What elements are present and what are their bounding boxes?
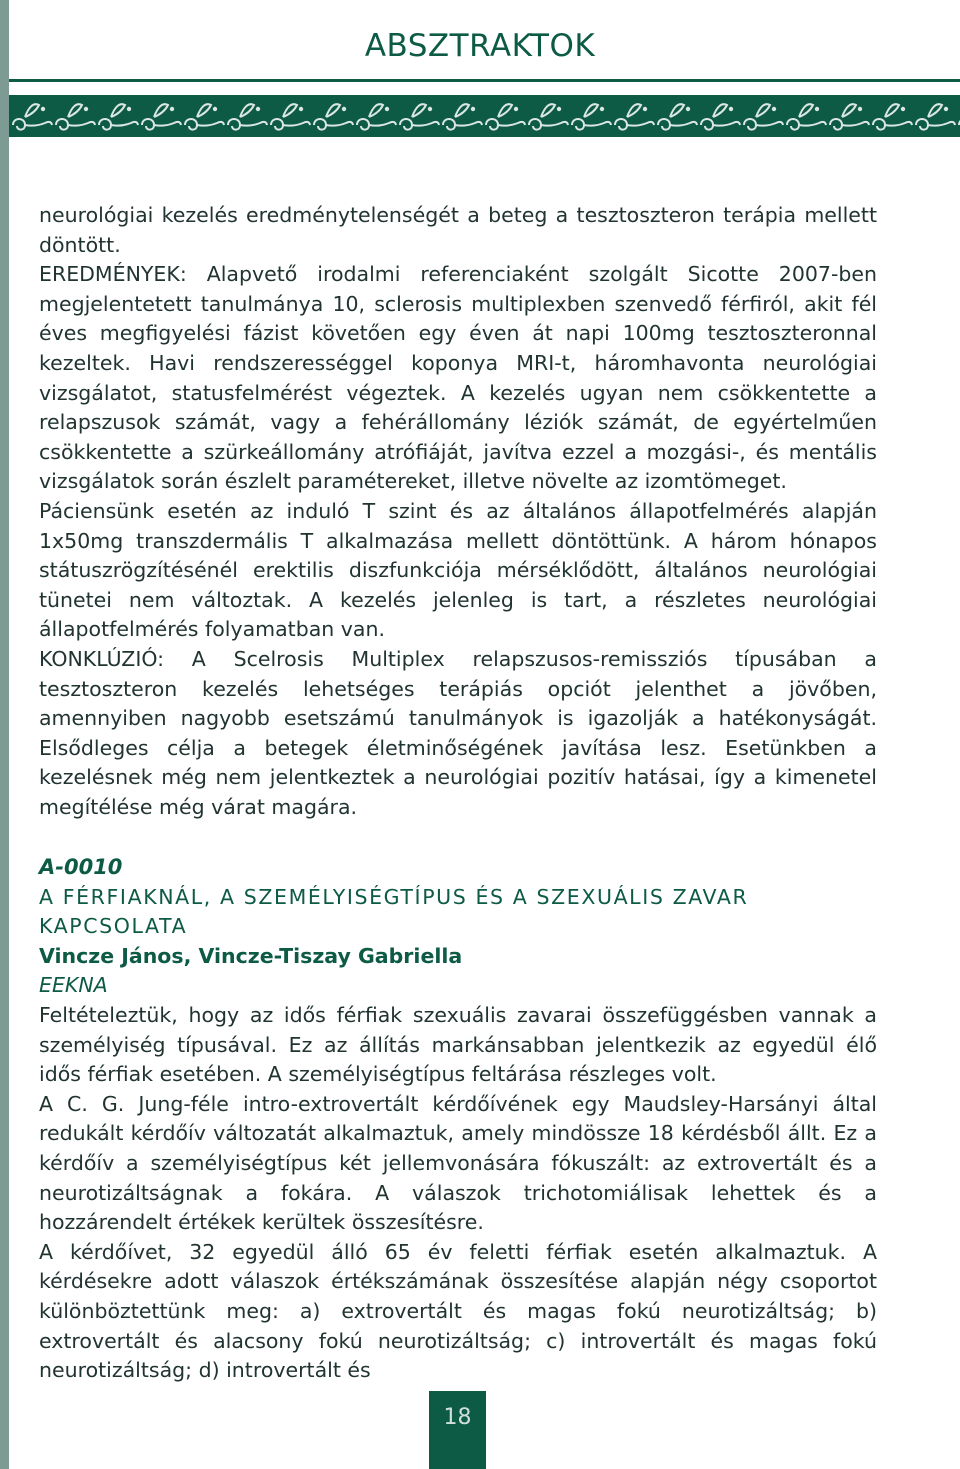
ornament-motif: [658, 104, 697, 129]
paragraph-results: EREDMÉNYEK: Alapvető irodalmi referenciaként szolgált Sicotte 2007-ben megjelentetett tanulmánya 10, sclerosis multiplexben szenvedő férfiról, akit fél éves megfigyelési fázist követően egy éven át napi 100mg tesztoszteronnal kezeltek. Havi rendszerességgel koponya MRI-t, háromhavonta neurológiai vizsgálatot, statusfelmérést végeztek. A kezelés ugyan nem csökkentette a relapszusok számát, vagy a fehérállomány léziók számát, de egyértelműen csökkentette a szürkeállomány atrófiáját, javítva ezzel a mozgási-, és mentális vizsgálatok során észlelt paramétereket, illetve növelte az izomtömeget.: [39, 262, 877, 494]
abstract-body: [39, 1001, 877, 1386]
ornament-motif: [185, 104, 224, 129]
ornament-motif: [56, 104, 95, 129]
header-divider: [9, 79, 960, 82]
abstract-authors: Vincze János, Vincze-Tiszay Gabriella: [39, 943, 463, 968]
ornament-motif: [916, 104, 955, 129]
page-number-box: [429, 1391, 486, 1469]
abstract-institution: EEKNA: [39, 973, 108, 998]
page-number: 18: [443, 1405, 472, 1430]
paragraph: Feltételeztük, hogy az idős férfiak szexuális zavarai összefüggésben vannak a személyiség típusával. Ez az állítás markánsabban jelentkezik az egyedül élő idős férfiak esetében. A személyiségtípus feltárása részleges volt.: [39, 1003, 877, 1087]
ornament-motif: [572, 104, 611, 129]
ornament-motif: [99, 104, 138, 129]
vine-ornament-icon: [9, 95, 960, 137]
abstract-heading-block: [39, 853, 877, 1001]
paragraph: A kérdőívet, 32 egyedül álló 65 év feletti férfiak esetén alkalmaztuk. A kérdésekre adott válaszok értékszámának összesítése alapján négy csoportot különböztettünk meg: a) extrovertált és magas fokú neurotizáltság; b) extrovertált és alacsony fokú neurotizáltság; c) introvertált és magas fokú neurotizáltság; d) introvertált és: [39, 1239, 877, 1383]
ornament-motif: [13, 104, 52, 129]
ornament-motif: [400, 104, 439, 129]
ornament-motif: [228, 104, 267, 129]
ornament-motif: [744, 104, 783, 129]
ornament-motif: [529, 104, 568, 129]
ornament-motif: [873, 104, 912, 129]
abstract-title: A FÉRFIAKNÁL, A SZEMÉLYISÉGTÍPUS ÉS A SZEXUÁLIS ZAVAR KAPCSOLATA: [39, 884, 749, 939]
ornament-motif: [701, 104, 740, 129]
ornament-motif: [271, 104, 310, 129]
abstract-id: A-0010: [39, 855, 123, 879]
paragraph: neurológiai kezelés eredménytelenségét a beteg a tesztoszteron terápia mellett döntött.: [39, 203, 877, 257]
ornament-motif: [443, 104, 482, 129]
ornament-motif: [615, 104, 654, 129]
continued-abstract-body: [39, 201, 877, 822]
ornament-motif: [357, 104, 396, 129]
ornament-motif: [314, 104, 353, 129]
ornament-motif: [830, 104, 869, 129]
left-margin-rule: [0, 0, 9, 1469]
ornament-motif: [486, 104, 525, 129]
paragraph-conclusion: KONKLÚZIÓ: A Scelrosis Multiplex relapszusos-remissziós típusában a tesztoszteron kezelés lehetséges terápiás opciót jelenthet a jövőben, amennyiben nagyobb esetszámú tanulmányok is igazolják a hatékonyságát. Elsődleges célja a betegek életminőségének javítása lesz. Esetünkben a kezelésnek még nem jelentkeztek a neurológiai pozitív hatásai, így a kimenetel megítélése még várat magára.: [39, 646, 877, 819]
ornament-motif: [787, 104, 826, 129]
paragraph-patient: Páciensünk esetén az induló T szint és az általános állapotfelmérés alapján 1x50mg transzdermális T alkalmazása mellett döntöttünk. A három hónapos státuszrögzítésénél erektilis diszfunkciója mérséklődött, általános neurológiai tünetei nem változtak. A kezelés jelenleg is tart, a részletes neurológiai állapotfelmérés folyamatban van.: [39, 498, 877, 642]
paragraph: A C. G. Jung-féle intro-extrovertált kérdőívének egy Maudsley-Harsányi által redukált kérdőív változatát alkalmaztuk, amely mindössze 18 kérdésből állt. Ez a kérdőív a személyiségtípus két jellemvonására fókuszált: az extrovertált és a neurotizáltságnak a fokára. A válaszok trichotomiálisak lehettek és a hozzárendelt értékek kerültek összesítésre.: [39, 1091, 877, 1235]
ornament-motif: [142, 104, 181, 129]
page-header-title: ABSZTRAKTOK: [364, 28, 596, 64]
vine-ornament-band: [9, 95, 960, 137]
